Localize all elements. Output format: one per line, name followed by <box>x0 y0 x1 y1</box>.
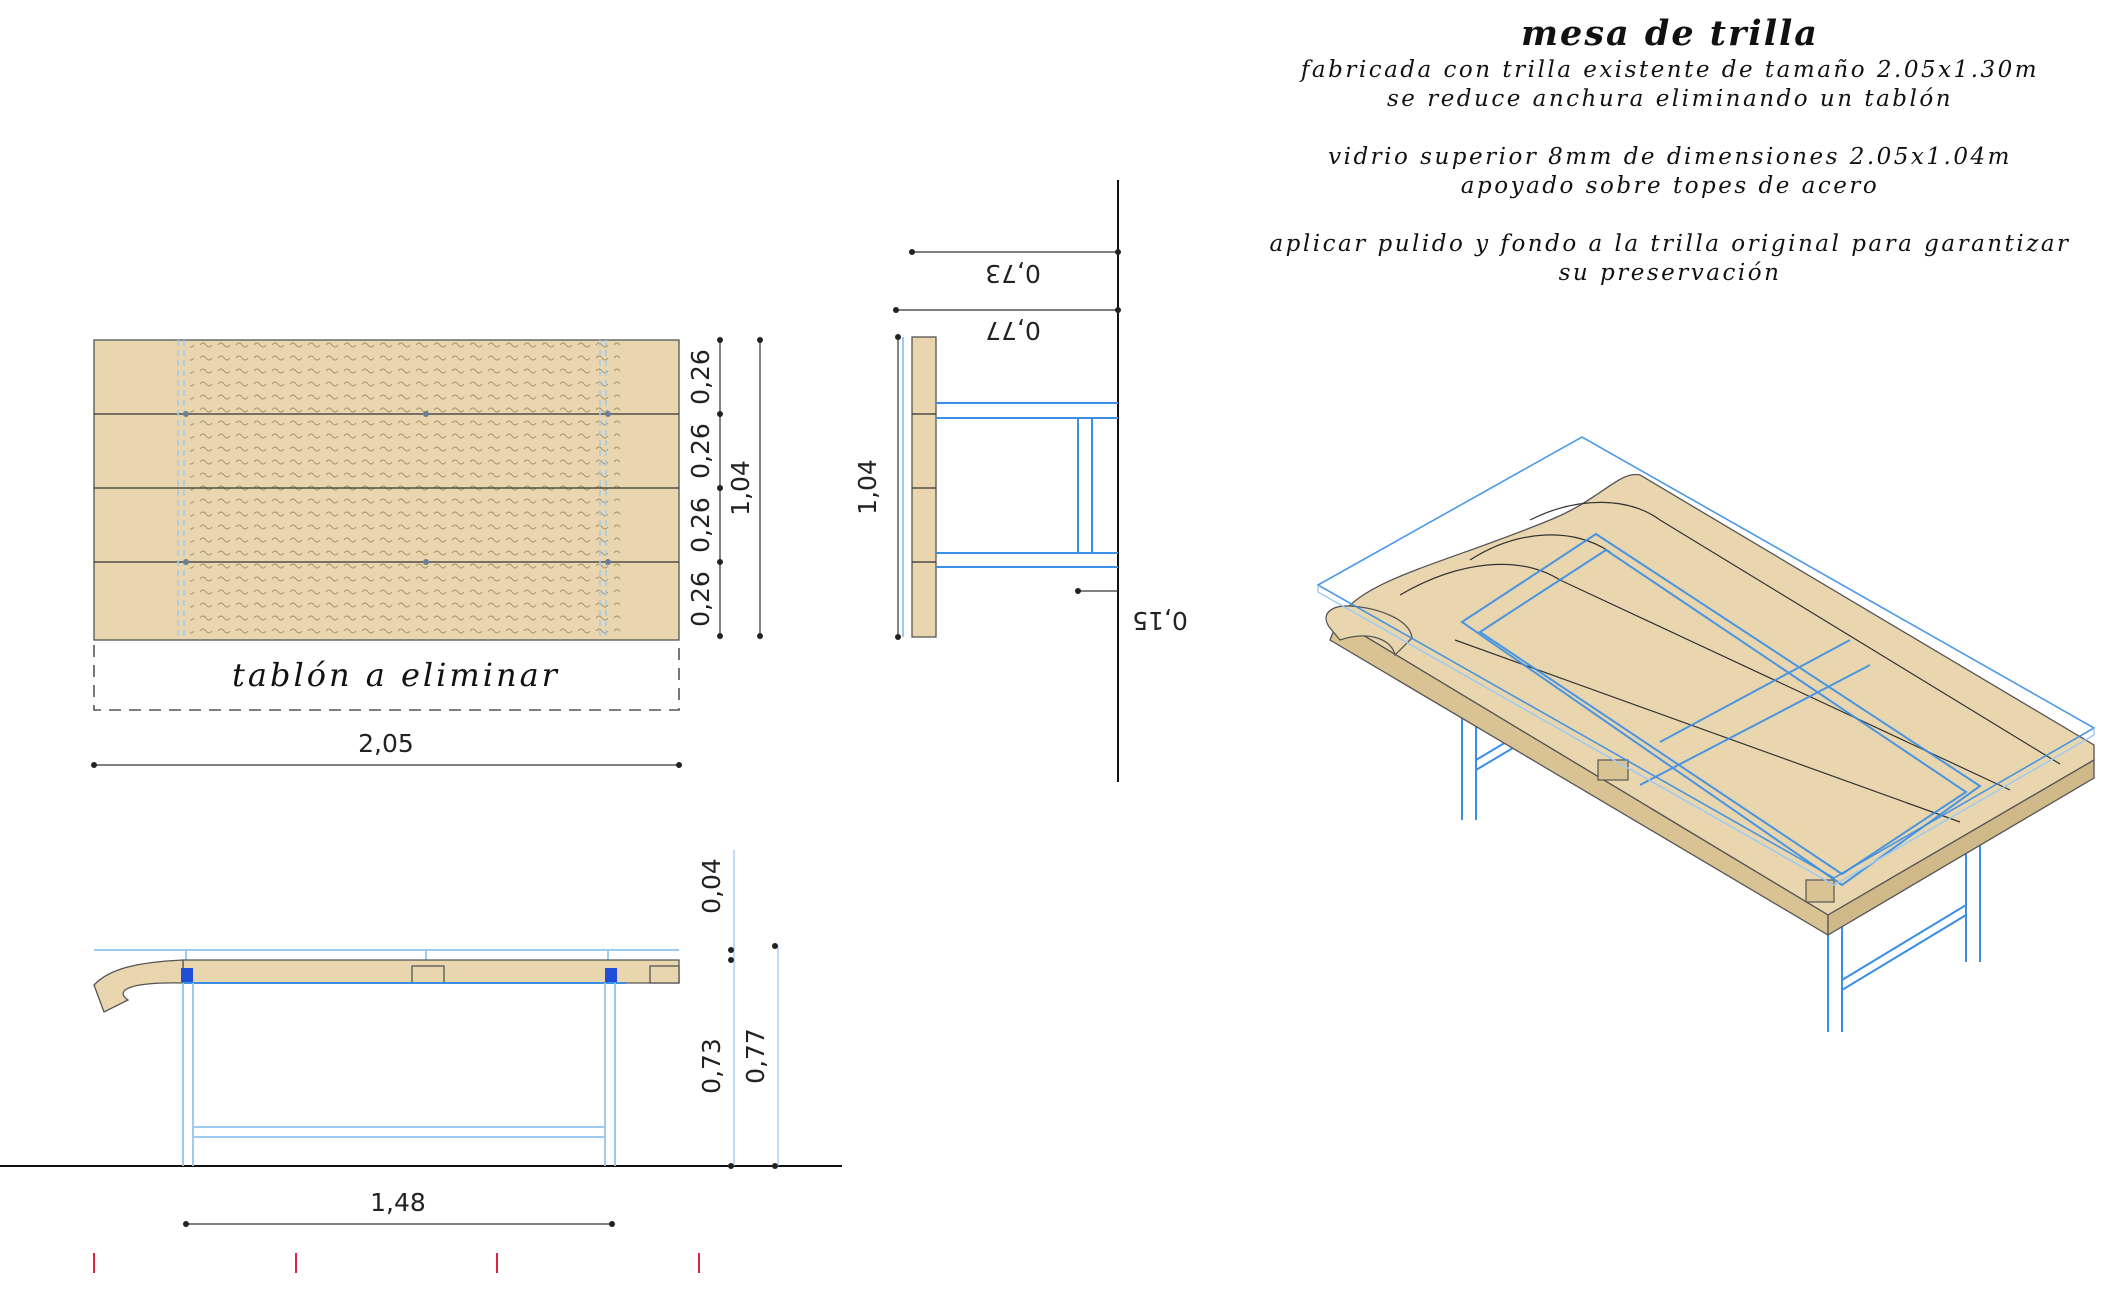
section-overhang: 0,15 <box>1132 606 1188 635</box>
note-trilla-size: fabricada con trilla existente de tamaño 2.05x1.30m <box>1300 57 2040 83</box>
removed-plank-label: tablón a eliminar <box>232 656 560 694</box>
section-top <box>912 337 936 637</box>
plank-width-3: 0,26 <box>686 497 715 553</box>
elevation-table-height: 0,73 <box>697 1038 726 1094</box>
note-width-reduction: se reduce anchura eliminando un tablón <box>1386 86 1954 112</box>
front-elevation <box>0 850 842 1273</box>
plank-width-4: 0,26 <box>686 571 715 627</box>
note-stops: apoyado sobre topes de acero <box>1460 173 1880 199</box>
note-glass: vidrio superior 8mm de dimensiones 2.05x1.04m <box>1328 144 2012 170</box>
elevation-total-height: 0,77 <box>741 1028 770 1084</box>
plan-total-length: 2,05 <box>358 729 414 758</box>
note-preservation: su preservación <box>1558 260 1782 286</box>
curled-end <box>94 960 183 1012</box>
plan-view <box>91 337 763 768</box>
elevation-top-thickness: 0,04 <box>697 858 726 914</box>
side-section <box>853 180 1188 782</box>
isometric-view <box>1318 437 2094 1032</box>
plank-width-1: 0,26 <box>686 349 715 405</box>
plank-width-2: 0,26 <box>686 423 715 479</box>
plan-total-width: 1,04 <box>726 460 755 516</box>
note-finish: aplicar pulido y fondo a la trilla original para garantizar <box>1269 231 2071 257</box>
stop-left <box>181 968 193 982</box>
drawing-title: mesa de trilla <box>1521 13 1819 54</box>
stop-right <box>605 968 617 982</box>
section-width: 1,04 <box>853 459 882 515</box>
section-height-glass: 0,73 <box>985 259 1041 288</box>
section-height-top: 0,77 <box>985 316 1041 345</box>
leg-spacing: 1,48 <box>370 1188 426 1217</box>
